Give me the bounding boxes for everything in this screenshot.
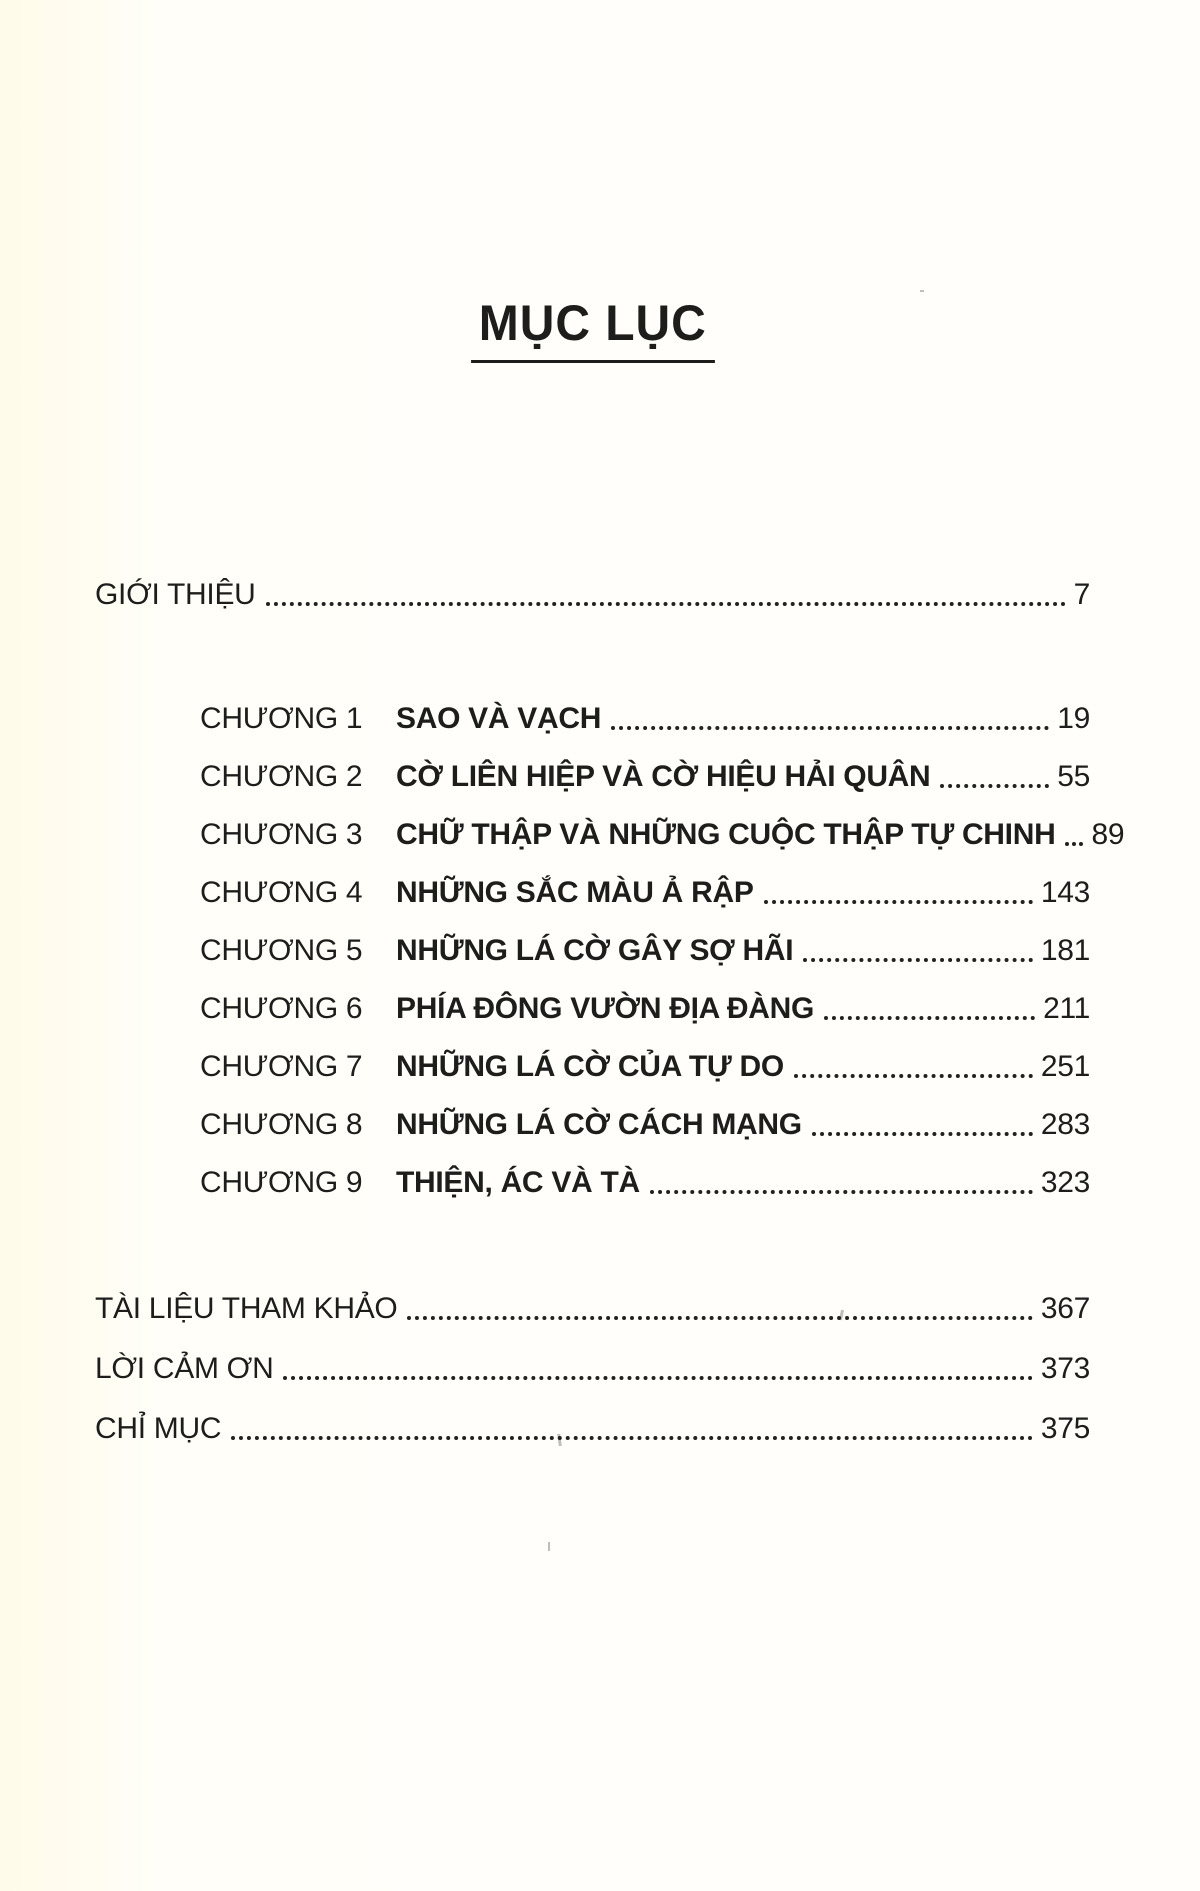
- back-matter-list: [95, 1289, 1090, 1449]
- toc-backmatter-row: [95, 1349, 1090, 1389]
- chapter-title: CHỮ THẬP VÀ NHỮNG CUỘC THẬP TỰ CHINH: [396, 818, 1056, 851]
- chapter-label: CHƯƠNG 3: [200, 818, 363, 851]
- backmatter-label: TÀI LIỆU THAM KHẢO: [95, 1292, 398, 1325]
- chapter-title: THIỆN, ÁC VÀ TÀ: [396, 1166, 640, 1199]
- toc-chapter-row: [200, 815, 1125, 855]
- chapter-label: CHƯƠNG 6: [200, 992, 363, 1025]
- chapter-label: CHƯƠNG 5: [200, 934, 363, 967]
- chapter-label: CHƯƠNG 8: [200, 1108, 363, 1141]
- page-number: 181: [1040, 934, 1090, 967]
- chapter-label: CHƯƠNG 4: [200, 876, 363, 909]
- toc-chapter-row: [200, 1163, 1090, 1203]
- chapter-label: CHƯƠNG 2: [200, 760, 363, 793]
- chapter-title: NHỮNG SẮC MÀU Ả RẬP: [396, 876, 754, 909]
- dot-leader: [231, 1436, 1033, 1440]
- dot-leader: [812, 1132, 1033, 1136]
- title-wrap: [95, 296, 1090, 363]
- page-number: 375: [1040, 1412, 1090, 1445]
- chapter-title: PHÍA ĐÔNG VƯỜN ĐỊA ĐÀNG: [396, 992, 815, 1025]
- dot-leader: [803, 958, 1033, 962]
- chapter-title: NHỮNG LÁ CỜ CÁCH MẠNG: [396, 1108, 802, 1141]
- page-number: 283: [1040, 1108, 1090, 1141]
- toc-backmatter-row: [95, 1289, 1090, 1329]
- page-number: 89: [1091, 818, 1125, 851]
- dot-leader: [611, 726, 1049, 730]
- page-number: 7: [1073, 578, 1090, 611]
- toc-chapter-row: [200, 757, 1090, 797]
- scan-speck: [548, 1542, 550, 1551]
- page-number: 373: [1040, 1352, 1090, 1385]
- chapter-label: CHƯƠNG 9: [200, 1166, 363, 1199]
- intro-label: GIỚI THIỆU: [95, 578, 256, 611]
- page-number: 367: [1040, 1292, 1090, 1325]
- dot-leader: [764, 900, 1033, 904]
- page-title: MỤC LỤC: [471, 296, 714, 363]
- page-number: 19: [1057, 702, 1090, 735]
- dot-leader: [824, 1016, 1035, 1020]
- page-number: 143: [1040, 876, 1090, 909]
- chapter-title: NHỮNG LÁ CỜ GÂY SỢ HÃI: [396, 934, 794, 967]
- toc-chapter-row: [200, 1105, 1090, 1145]
- dot-leader: [794, 1074, 1033, 1078]
- chapter-title: NHỮNG LÁ CỜ CỦA TỰ DO: [396, 1050, 784, 1083]
- dot-leader: [407, 1316, 1032, 1320]
- dot-leader: [283, 1376, 1032, 1380]
- dot-leader: [266, 602, 1066, 606]
- chapter-title: SAO VÀ VẠCH: [396, 702, 602, 735]
- toc-chapter-row: [200, 1047, 1090, 1087]
- dot-leader: [650, 1190, 1033, 1194]
- backmatter-label: CHỈ MỤC: [95, 1412, 222, 1445]
- chapter-label: CHƯƠNG 7: [200, 1050, 363, 1083]
- toc-chapter-row: [200, 699, 1090, 739]
- dot-leader: [940, 784, 1049, 788]
- backmatter-label: LỜI CẢM ƠN: [95, 1352, 274, 1385]
- chapter-label: CHƯƠNG 1: [200, 702, 363, 735]
- toc-chapter-row: [200, 931, 1090, 971]
- toc-chapter-row: [200, 873, 1090, 913]
- page-number: 323: [1040, 1166, 1090, 1199]
- chapter-list: [95, 699, 1125, 1203]
- chapter-title: CỜ LIÊN HIỆP VÀ CỜ HIỆU HẢI QUÂN: [396, 760, 931, 793]
- dot-leader: [1065, 842, 1083, 846]
- toc-content: [95, 0, 1125, 1469]
- toc-entry-intro: [95, 575, 1090, 615]
- page-number: 251: [1040, 1050, 1090, 1083]
- page-number: 211: [1043, 992, 1090, 1025]
- toc-chapter-row: [200, 989, 1090, 1029]
- toc-backmatter-row: [95, 1409, 1090, 1449]
- page-number: 55: [1057, 760, 1090, 793]
